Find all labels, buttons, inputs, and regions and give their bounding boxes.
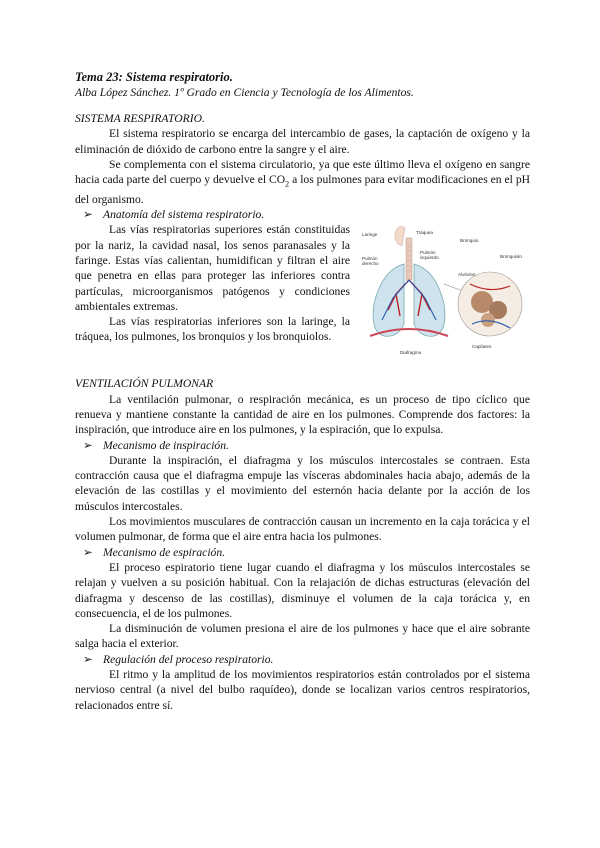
arrow-bullet-icon: ➢: [83, 652, 93, 666]
section-heading-respiratory-system: SISTEMA RESPIRATORIO.: [75, 112, 205, 125]
svg-text:Diafragma: Diafragma: [400, 350, 422, 356]
arrow-bullet-icon: ➢: [83, 545, 93, 559]
paragraph: Se complementa con el sistema circulatorio, ya que este último lleva el oxígeno en sangre hacia cada parte del cuerpo y devuelve el $CO_2$ a los pulmones para evitar modificaciones en el pH del organismo.: [75, 157, 530, 206]
section-heading-pulmonary-ventilation: VENTILACIÓN PULMONAR: [75, 377, 214, 391]
respiratory-system-figure: [360, 224, 530, 360]
paragraph: La disminución de volumen presiona el aire de los pulmones y hace que el aire sobrante salga hacia el exterior.: [75, 622, 530, 651]
bullet-anatomy: ➢ Anatomía del sistema respiratorio.: [83, 208, 265, 222]
bullet-regulation: ➢ Regulación del proceso respiratorio.: [83, 652, 274, 666]
bullet-inspiration: ➢ Mecanismo de inspiración.: [83, 438, 229, 452]
paragraph: Los movimientos musculares de contracción causan un incremento en la caja torácica y el volumen pulmonar, de forma que el aire entra hacia los pulmones.: [75, 515, 530, 544]
arrow-bullet-icon: ➢: [83, 208, 93, 222]
anatomy-block: [75, 222, 530, 364]
arrow-bullet-icon: ➢: [83, 438, 93, 452]
paragraph: La ventilación pulmonar, o respiración mecánica, es un proceso de tipo cíclico que renueva y mantiene constante la cantidad de aire en los pulmones. Comprende dos factores: la inspiración, que introduce aire en los pulmones, y la espiración, que lo expulsa.: [75, 392, 530, 437]
paragraph: El sistema respiratorio se encarga del intercambio de gases, la captación de oxígeno y la eliminación de dióxido de carbono entre la sangre y el aire.: [75, 127, 530, 156]
svg-text:Laringe: Laringe: [362, 232, 378, 238]
svg-text:Pulmón: Pulmón: [420, 250, 436, 256]
svg-text:Pulmón: Pulmón: [362, 256, 378, 262]
document-page: [75, 70, 530, 713]
svg-text:Bronquio: Bronquio: [460, 238, 479, 244]
document-title: Tema 23: Sistema respiratorio.: [75, 70, 233, 84]
trachea-shape: [406, 238, 412, 280]
svg-text:Capilares: Capilares: [472, 344, 492, 350]
svg-text:Bronquiolo: Bronquiolo: [500, 254, 522, 260]
paragraph: El ritmo y la amplitud de los movimientos respiratorios están controlados por el sistema nervioso central (a nivel del bulbo raquídeo), donde se localizan varios centros respiratorios, relacionados entre sí.: [75, 668, 530, 712]
paragraph: Las vías respiratorias inferiores son la laringe, la tráquea, los pulmones, los bronquios y los bronquiolos.: [75, 315, 350, 344]
paragraph: Las vías respiratorias superiores están constituidas por la nariz, la cavidad nasal, los senos paranasales y la faringe. Estas vías calientan, humidifican y filtran el aire que penetra en ellas para proteger las inferiores contra partículas, microorganismos patógenos y condiciones ambientales extremas.: [75, 223, 350, 313]
document-author: Alba López Sánchez. 1º Grado en Ciencia y Tecnología de los Alimentos.: [75, 86, 414, 99]
bullet-expiration: ➢ Mecanismo de espiración.: [83, 545, 226, 559]
paragraph: El proceso espiratorio tiene lugar cuando el diafragma y los músculos intercostales se relajan y vuelven a su posición habitual. Con la relajación de dichas estructuras (elevación del diafragma y descenso de las costillas), disminuye el volumen de la caja torácica y, en consecuencia, el de los pulmones.: [75, 560, 530, 620]
paragraph: Durante la inspiración, el diafragma y los músculos intercostales se contraen. Esta contracción causa que el diafragma empuje las vísceras abdominales hacia abajo, además de la elevación de las costillas y el movimiento del esternón hacia delante por la acción de los músculos intercostales.: [75, 453, 530, 513]
svg-text:izquierdo: izquierdo: [420, 255, 439, 261]
svg-text:Alvéolos: Alvéolos: [458, 272, 476, 278]
svg-text:derecho: derecho: [362, 261, 379, 267]
svg-text:Tráquea: Tráquea: [416, 230, 433, 236]
